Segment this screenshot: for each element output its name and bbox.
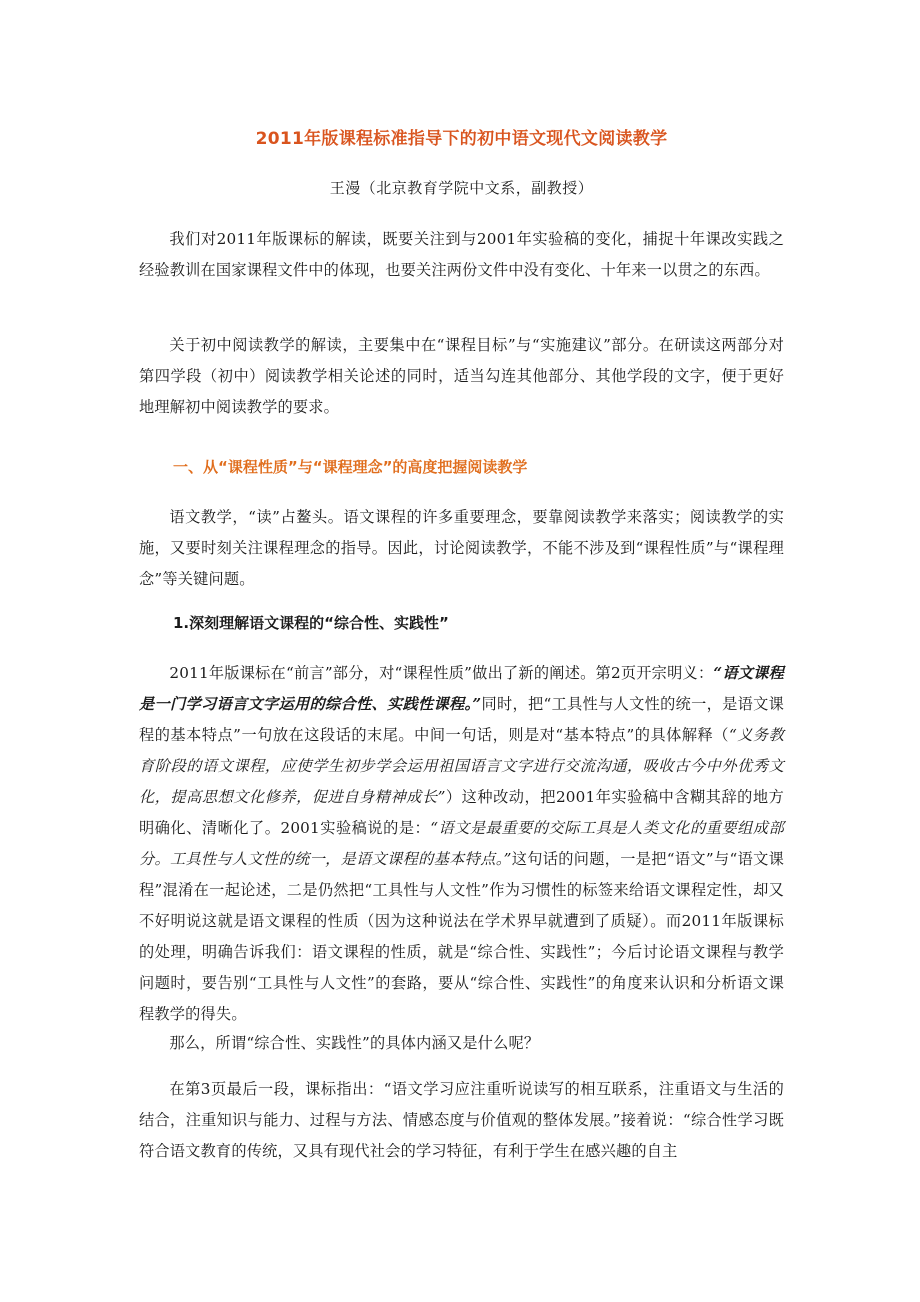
author-line: 王漫（北京教育学院中文系，副教授） (329, 179, 594, 197)
document-title: 2011年版课程标准指导下的初中语文现代文阅读教学 (255, 129, 668, 149)
section1-paragraph-1: 语文教学，“读”占鳌头。语文课程的许多重要理念，要靠阅读教学来落实；阅读教学的实施，又要时刻关注课程理念的指导。因此，讨论阅读教学，不能不涉及到“课程性质”与“课程理念”等关键问题。 (139, 508, 784, 588)
intro-paragraph-1: 我们对2011年版课标的解读，既要关注到与2001年实验稿的变化，捕捉十年课改实践之经验教训在国家课程文件中的体现，也要关注两份文件中没有变化、十年来一以贯之的东西。 (139, 230, 784, 279)
p3-quote-3: “语文是最重要的交际工具是人类文化的重要组成部分。工具性与人文性的统一，是语文课程的基本特点。” (139, 819, 784, 868)
section-heading-1: 一、从“课程性质”与“课程理念”的高度把握阅读教学 (173, 458, 528, 476)
paragraph-course-nature (139, 658, 784, 1030)
p3-text-1: 2011年版课标在“前言”部分，对“课程性质”做出了新的阐述。第2页开宗明义： (169, 664, 714, 682)
intro-paragraph-2: 关于初中阅读教学的解读，主要集中在“课程目标”与“实施建议”部分。在研读这两部分对第四学段（初中）阅读教学相关论述的同时，适当勾连其他部分、其他学段的文字，便于更好地理解初中阅读教学的要求。 (139, 336, 784, 416)
p3-text-3: ）这种改动，把2001年实验稿中含糊其辞的地方明确化、清晰化了。2001实验稿说的是： (139, 788, 784, 837)
p3-text-4: 这句话的问题，一是把“语文”与“语文课程”混淆在一起论述，二是仍然把“工具性与人文性”作为习惯性的标签来给语文课程定性，却又不好明说这就是语文课程的性质（因为这种说法在学术界早就遭到了质疑）。而2011年版课标的处理，明确告诉我们：语文课程的性质，就是“综合性、实践性”；今后讨论语文课程与教学问题时，要告别“工具性与人文性”的套路，要从“综合性、实践性”的角度来认识和分析语文课程教学的得失。 (139, 850, 784, 1023)
paragraph-page3: 在第3页最后一段，课标指出：“语文学习应注重听说读写的相互联系，注重语文与生活的结合，注重知识与能力、过程与方法、情感态度与价值观的整体发展。”接着说：“综合性学习既符合语文教育的传统，又具有现代社会的学习特征，有利于学生在感兴趣的自主 (139, 1080, 784, 1160)
subsection-heading-1: 1.深刻理解语文课程的“综合性、实践性” (173, 614, 449, 632)
p3-text-2: 同时，把“工具性与人文性的统一，是语文课程的基本特点”一句放在这段话的末尾。中间一句话，则是对“基本特点”的具体解释（ (139, 695, 784, 744)
paragraph-question: 那么，所谓“综合性、实践性”的具体内涵又是什么呢？ (169, 1034, 540, 1052)
p3-quote-2: “义务教育阶段的语文课程，应使学生初步学会运用祖国语言文字进行交流沟通，吸收古今中外优秀文化，提高思想文化修养，促进自身精神成长” (139, 726, 784, 806)
p3-quote-1: “语文课程是一门学习语言文字运用的综合性、实践性课程。” (139, 664, 784, 713)
